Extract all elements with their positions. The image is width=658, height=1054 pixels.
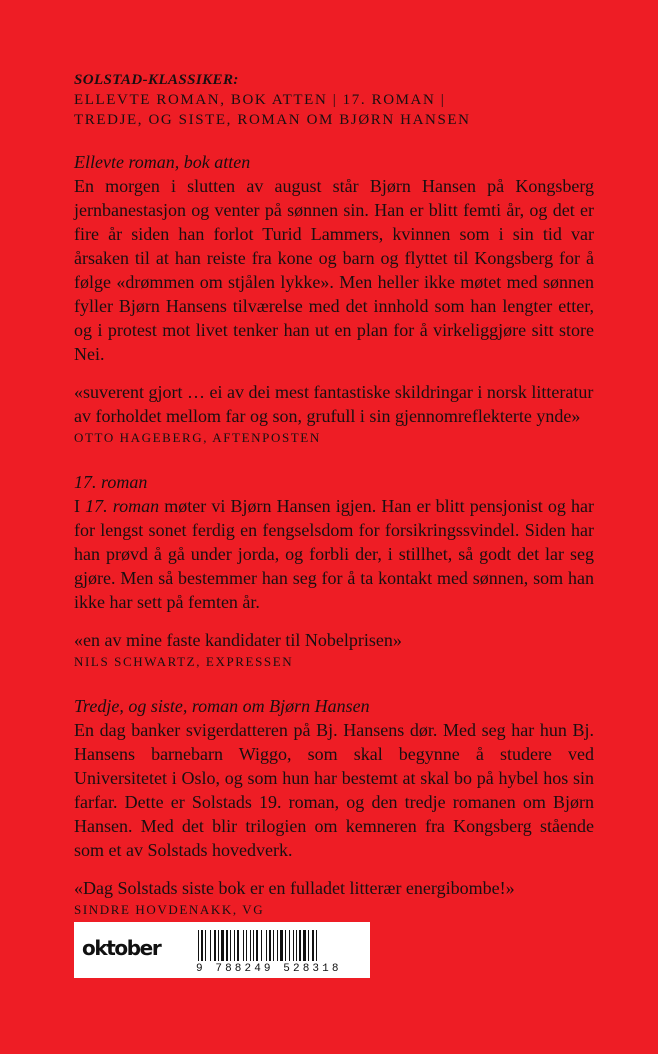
review-attribution: NILS SCHWARTZ, EXPRESSEN (74, 654, 294, 669)
series-label: SOLSTAD-KLASSIKER: (74, 72, 239, 88)
section-body: En morgen i slutten av august står Bjørn Hansen på Kongsberg jernbanestasjon og venter på sønnen sin. Han er blitt femti år, og det er fire år siden han forlot Turid Lammers, kvinnen som i sin tid var årsaken til at han reiste fra kone og barn og flyttet til Kongsberg for å følge «drømmen om stjålen lykke». Men heller ikke møtet med sønnen fyller Bjørn Hansens tilværelse med det innhold som han lengter etter, og i protest mot livet tenker han ut en plan for å virkeliggjøre sitt store Nei. (74, 176, 594, 364)
review-attribution: SINDRE HOVDENAKK, VG (74, 902, 265, 917)
barcode-bar (230, 930, 231, 961)
barcode-bar (273, 930, 274, 961)
barcode-bar (293, 930, 294, 961)
section-tredje-roman (74, 694, 594, 862)
back-cover-text (74, 70, 594, 920)
barcode-bar (205, 930, 206, 961)
barcode-bar (285, 930, 286, 961)
section-title: 17. roman (74, 472, 148, 492)
quote-block (74, 380, 594, 448)
barcode-panel (74, 922, 370, 978)
barcode-bar (246, 930, 247, 961)
barcode-bar (266, 930, 267, 961)
barcode-bar (289, 930, 290, 961)
review-attribution: OTTO HAGEBERG, AFTENPOSTEN (74, 430, 321, 445)
barcode-bar (243, 930, 244, 961)
section-title: Ellevte roman, bok atten (74, 152, 251, 172)
body-rest: møter vi Bjørn Hansen igjen. Han er blitt pensjonist og har for lengst sonet ferdig en fengselsdom for forsikringssvindel. Siden har han prøvd å gå under jorda, og forbli der, i stillhet, så godt det lar seg gjøre. Men så bestemmer han seg for å ta kontakt med sønnen, som han ikke har sett på femten år. (74, 496, 595, 612)
barcode-bar (316, 930, 317, 961)
barcode-bar (201, 930, 203, 961)
barcode-bar (280, 930, 283, 961)
section-body: En dag banker svigerdatteren på Bj. Hansens dør. Med seg har hun Bj. Hansens barnebarn Wiggo, som skal begynne å studere ved Universitetet i Oslo, og som hun har bestemt at skal bo på hybel hos sin farfar. Dette er Solstads 19. roman, og den tredje romanen om Bjørn Hansen. Med det blir trilogien om kemneren fra Kongsberg stående som et av Solstads hovedverk. (74, 720, 594, 860)
barcode-bar (234, 930, 235, 961)
review-quote: «en av mine faste kandidater til Nobelprisen» (74, 630, 402, 650)
series-titles-line-1: ELLEVTE ROMAN, BOK ATTEN | 17. ROMAN | (74, 92, 446, 108)
quote-block (74, 876, 594, 920)
section-title: Tredje, og siste, roman om Bjørn Hansen (74, 696, 370, 716)
review-quote: «Dag Solstads siste bok er en fulladet litterær energibombe!» (74, 878, 515, 898)
body-italic-title: 17. roman (85, 496, 160, 516)
section-body (74, 494, 594, 614)
barcode-bar (198, 930, 199, 961)
barcode-bar (312, 930, 314, 961)
barcode-bar (296, 930, 297, 961)
barcode-bar (250, 930, 251, 961)
barcode-bar (237, 930, 239, 961)
barcode-bar (269, 930, 271, 961)
body-prefix: I (74, 496, 86, 516)
publisher-logo: oktober (82, 936, 161, 960)
series-titles-line-2: TREDJE, OG SISTE, ROMAN OM BJØRN HANSEN (74, 112, 471, 128)
barcode-bar (226, 930, 228, 961)
section-ellevte-roman (74, 150, 594, 366)
barcode-bar (253, 930, 254, 961)
barcode-bar (214, 930, 216, 961)
quote-block (74, 628, 594, 672)
barcode-bar (277, 930, 278, 961)
barcode-bar (210, 930, 211, 961)
barcode-bar (256, 930, 258, 961)
section-17-roman (74, 470, 594, 614)
review-quote: «suverent gjort … ei av dei mest fantastiske skildringar i norsk litteratur av forholdet mellom far og son, grufull i sin gjennomreflekterte ynde» (74, 382, 594, 426)
barcode-bar (303, 930, 306, 961)
barcode-bar (218, 930, 219, 961)
barcode-bar (221, 930, 224, 961)
barcode-bar (299, 930, 301, 961)
barcode-bar (261, 930, 262, 961)
barcode-bar (308, 930, 309, 961)
isbn-digits: 9 788249 528318 (196, 963, 342, 975)
